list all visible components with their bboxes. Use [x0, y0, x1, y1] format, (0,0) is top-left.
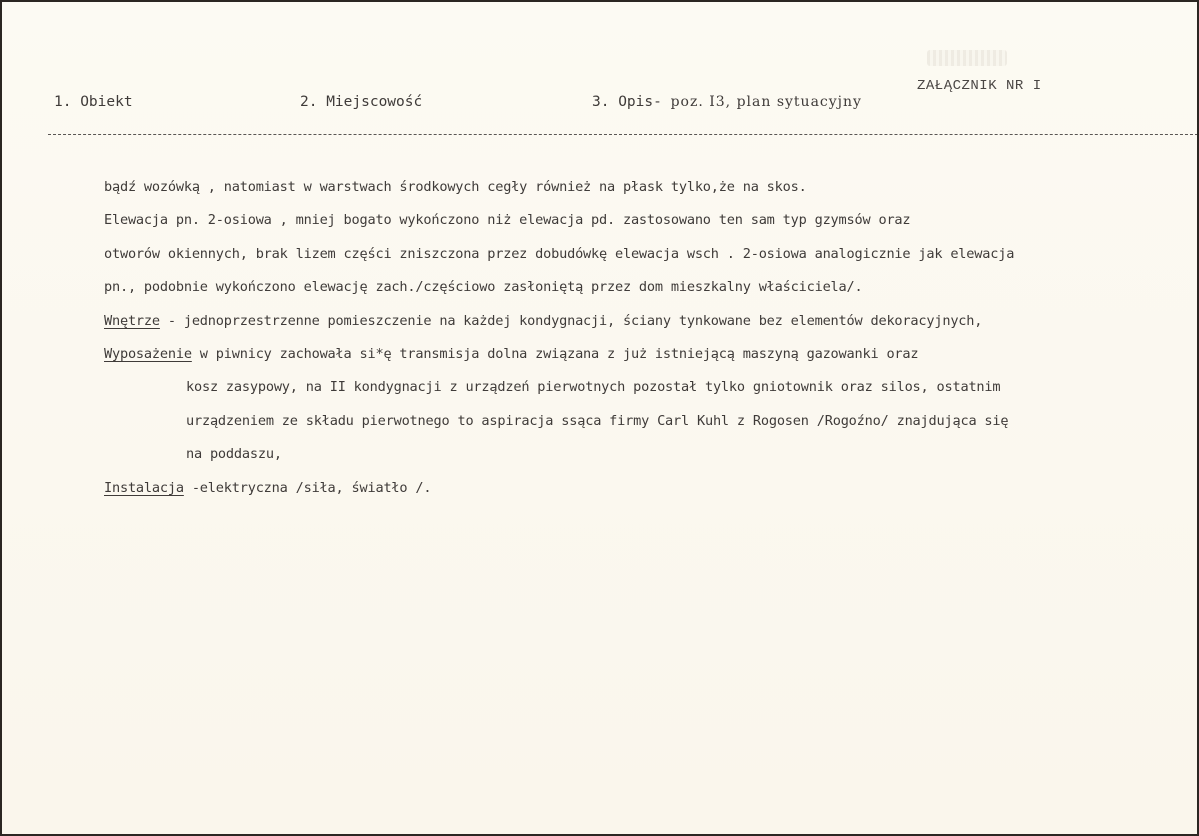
- text-line-2: Elewacja pn. 2-osiowa , mniej bogato wykończono niż elewacja pd. zastosowano ten sam typ gzymsów oraz: [104, 212, 911, 228]
- dashed-divider: [48, 134, 1198, 135]
- field-opis: [592, 94, 862, 110]
- term-instalacja: Instalacja: [104, 480, 184, 496]
- text-line-5: [104, 313, 982, 329]
- text-line-9: na poddaszu,: [186, 446, 282, 462]
- text-line-7: kosz zasypowy, na II kondygnacji z urządzeń pierwotnych pozostał tylko gniotownik oraz silos, ostatnim: [186, 379, 1001, 395]
- text-line-8: urządzeniem ze składu pierwotnego to aspiracja ssąca firmy Carl Kuhl z Rogosen /Rogoźno/ znajdująca się: [186, 413, 1009, 429]
- text-wyposazenie: w piwnicy zachowała si*ę transmisja dolna związana z już istniejącą maszyną gazowanki oraz: [191, 346, 919, 362]
- field-opis-value: poz. I3, plan sytuacyjny: [670, 94, 862, 110]
- text-line-4: pn., podobnie wykończono elewację zach./częściowo zasłoniętą przez dom mieszkalny właściciela/.: [104, 279, 863, 295]
- text-line-6: [104, 346, 918, 362]
- text-instalacja: -elektryczna /siła, światło /.: [183, 480, 432, 496]
- faded-stamp: [927, 50, 1007, 66]
- term-wyposazenie: Wyposażenie: [104, 346, 192, 362]
- text-line-1: bądź wozówką , natomiast w warstwach środkowych cegły również na płask tylko,że na skos.: [104, 179, 807, 195]
- text-line-10: [104, 480, 431, 496]
- annex-label: ZAŁĄCZNIK NR I: [917, 78, 1042, 94]
- field-miejscowosc-label: 2. Miejscowość: [300, 94, 423, 110]
- field-opis-label: 3. Opis-: [592, 94, 662, 110]
- term-wnetrze: Wnętrze: [104, 313, 160, 329]
- text-line-3: otworów okiennych, brak lizem części zniszczona przez dobudówkę elewacja wsch . 2-osiowa analogicznie jak elewacja: [104, 246, 1015, 262]
- text-wnetrze: - jednoprzestrzenne pomieszczenie na każdej kondygnacji, ściany tynkowane bez elementów dekoracyjnych,: [159, 313, 983, 329]
- field-obiekt-label: 1. Obiekt: [54, 94, 133, 110]
